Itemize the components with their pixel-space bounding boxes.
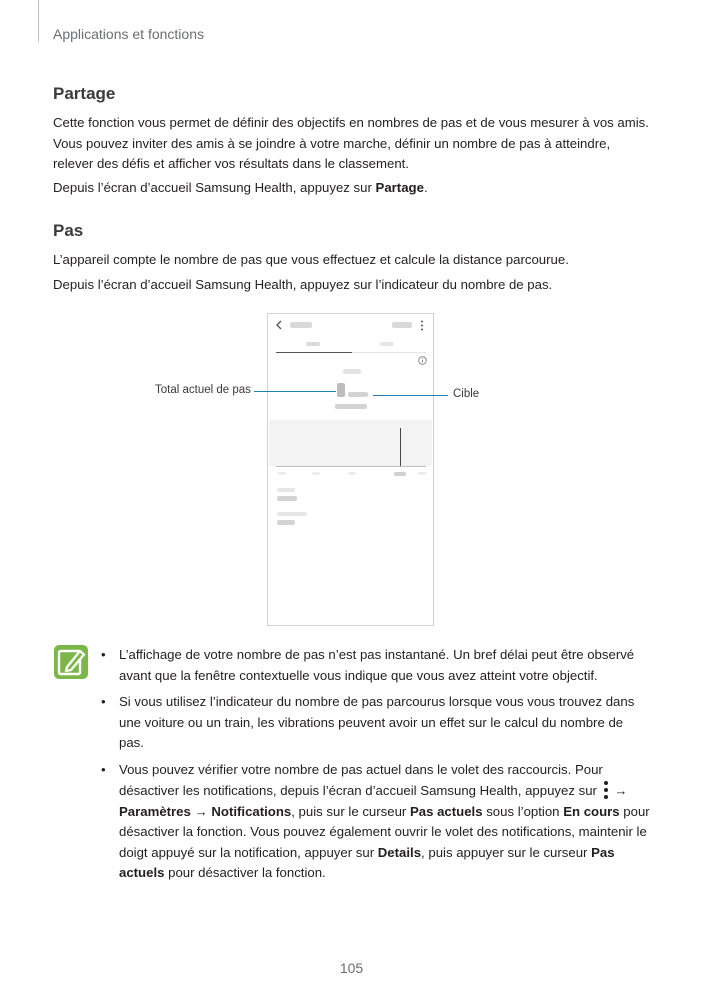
more-options-icon [603,780,609,800]
more-options-icon [420,320,424,331]
chart-label-3 [348,472,356,475]
corner-line [38,0,39,42]
stat-2-value-blur [277,520,295,525]
running-header: Applications et fonctions [53,26,204,42]
menu-label-blur [392,322,412,328]
tab-divider [352,352,426,353]
callout-line-right [373,395,448,396]
page-number: 105 [339,960,364,976]
stat-1-label-blur [277,488,295,492]
chart-area [269,420,432,466]
section-title-pas: Pas [53,221,84,240]
callout-line-left [254,391,336,392]
tab-2-blur [380,342,394,346]
chart-label-5 [418,472,426,475]
section-title-partage: Partage [53,84,116,103]
chart-axis [276,466,426,467]
step-target-blur [348,392,368,397]
note-item: • Vous pouvez vérifier votre nombre de pas actuel dans le volet des raccourcis. Pour désactiver les notifications, depuis l’écran d’accueil Samsung Health, appuyez sur → Paramètres → Notifications, puis sur le curseur Pas actuels sous l’option En cours pour désactiver la fonction. Vous pouvez également ouvrir le volet des notifications, maintenir le doigt appuyé sur la notification, appuyer sur Details, puis appuyer sur le curseur Pas actuels pour désactiver la fonction. [101,761,650,880]
notes-list [101,645,651,890]
back-arrow-icon [275,320,283,330]
app-title-blur [290,322,312,328]
tab-indicator [276,352,352,353]
chart-marker [400,428,401,466]
note-icon [54,645,88,679]
partage-paragraph: Cette fonction vous permet de définir des objectifs en nombres de pas et de vous mesurer à vos amis. Vous pouvez inviter des amis à se joindre à votre marche, définir un nombre de pas à atteindre, relever des défis et afficher vos résultats dans le classement. [53,115,649,171]
chart-label-4 [394,472,406,476]
pas-paragraph-2: Depuis l’écran d’accueil Samsung Health, appuyez sur l’indicateur du nombre de pas. [53,277,553,292]
partage-instruction: Depuis l’écran d’accueil Samsung Health, appuyez sur Partage. [53,180,428,195]
stat-1-value-blur [277,496,297,501]
pas-paragraph-1: L’appareil compte le nombre de pas que vous effectuez et calcule la distance parcourue. [53,252,569,267]
stat-2-label-blur [277,512,307,516]
chart-label-1 [278,472,286,475]
partage-bold: Partage [375,180,424,195]
note-item: • Si vous utilisez l’indicateur du nombre de pas parcourus lorsque vous vous trouvez dans une voiture ou un train, les vibrations peuvent avoir un effet sur le calcul du nombre de pas. [101,694,635,750]
callout-target: Cible [453,388,480,400]
today-label-blur [343,369,361,374]
phone-screenshot [267,313,434,626]
tab-1-blur [306,342,320,346]
step-count-blur [337,383,345,397]
note-item: • L’affichage de votre nombre de pas n’est pas instantané. Un bref délai peut être observé avant que la fenêtre contextuelle vous indique que vous avez atteint votre objectif. [101,647,635,683]
chart-label-2 [312,472,320,475]
info-icon [418,356,427,365]
distance-blur [335,404,367,409]
callout-current-steps: Total actuel de pas [155,384,251,396]
